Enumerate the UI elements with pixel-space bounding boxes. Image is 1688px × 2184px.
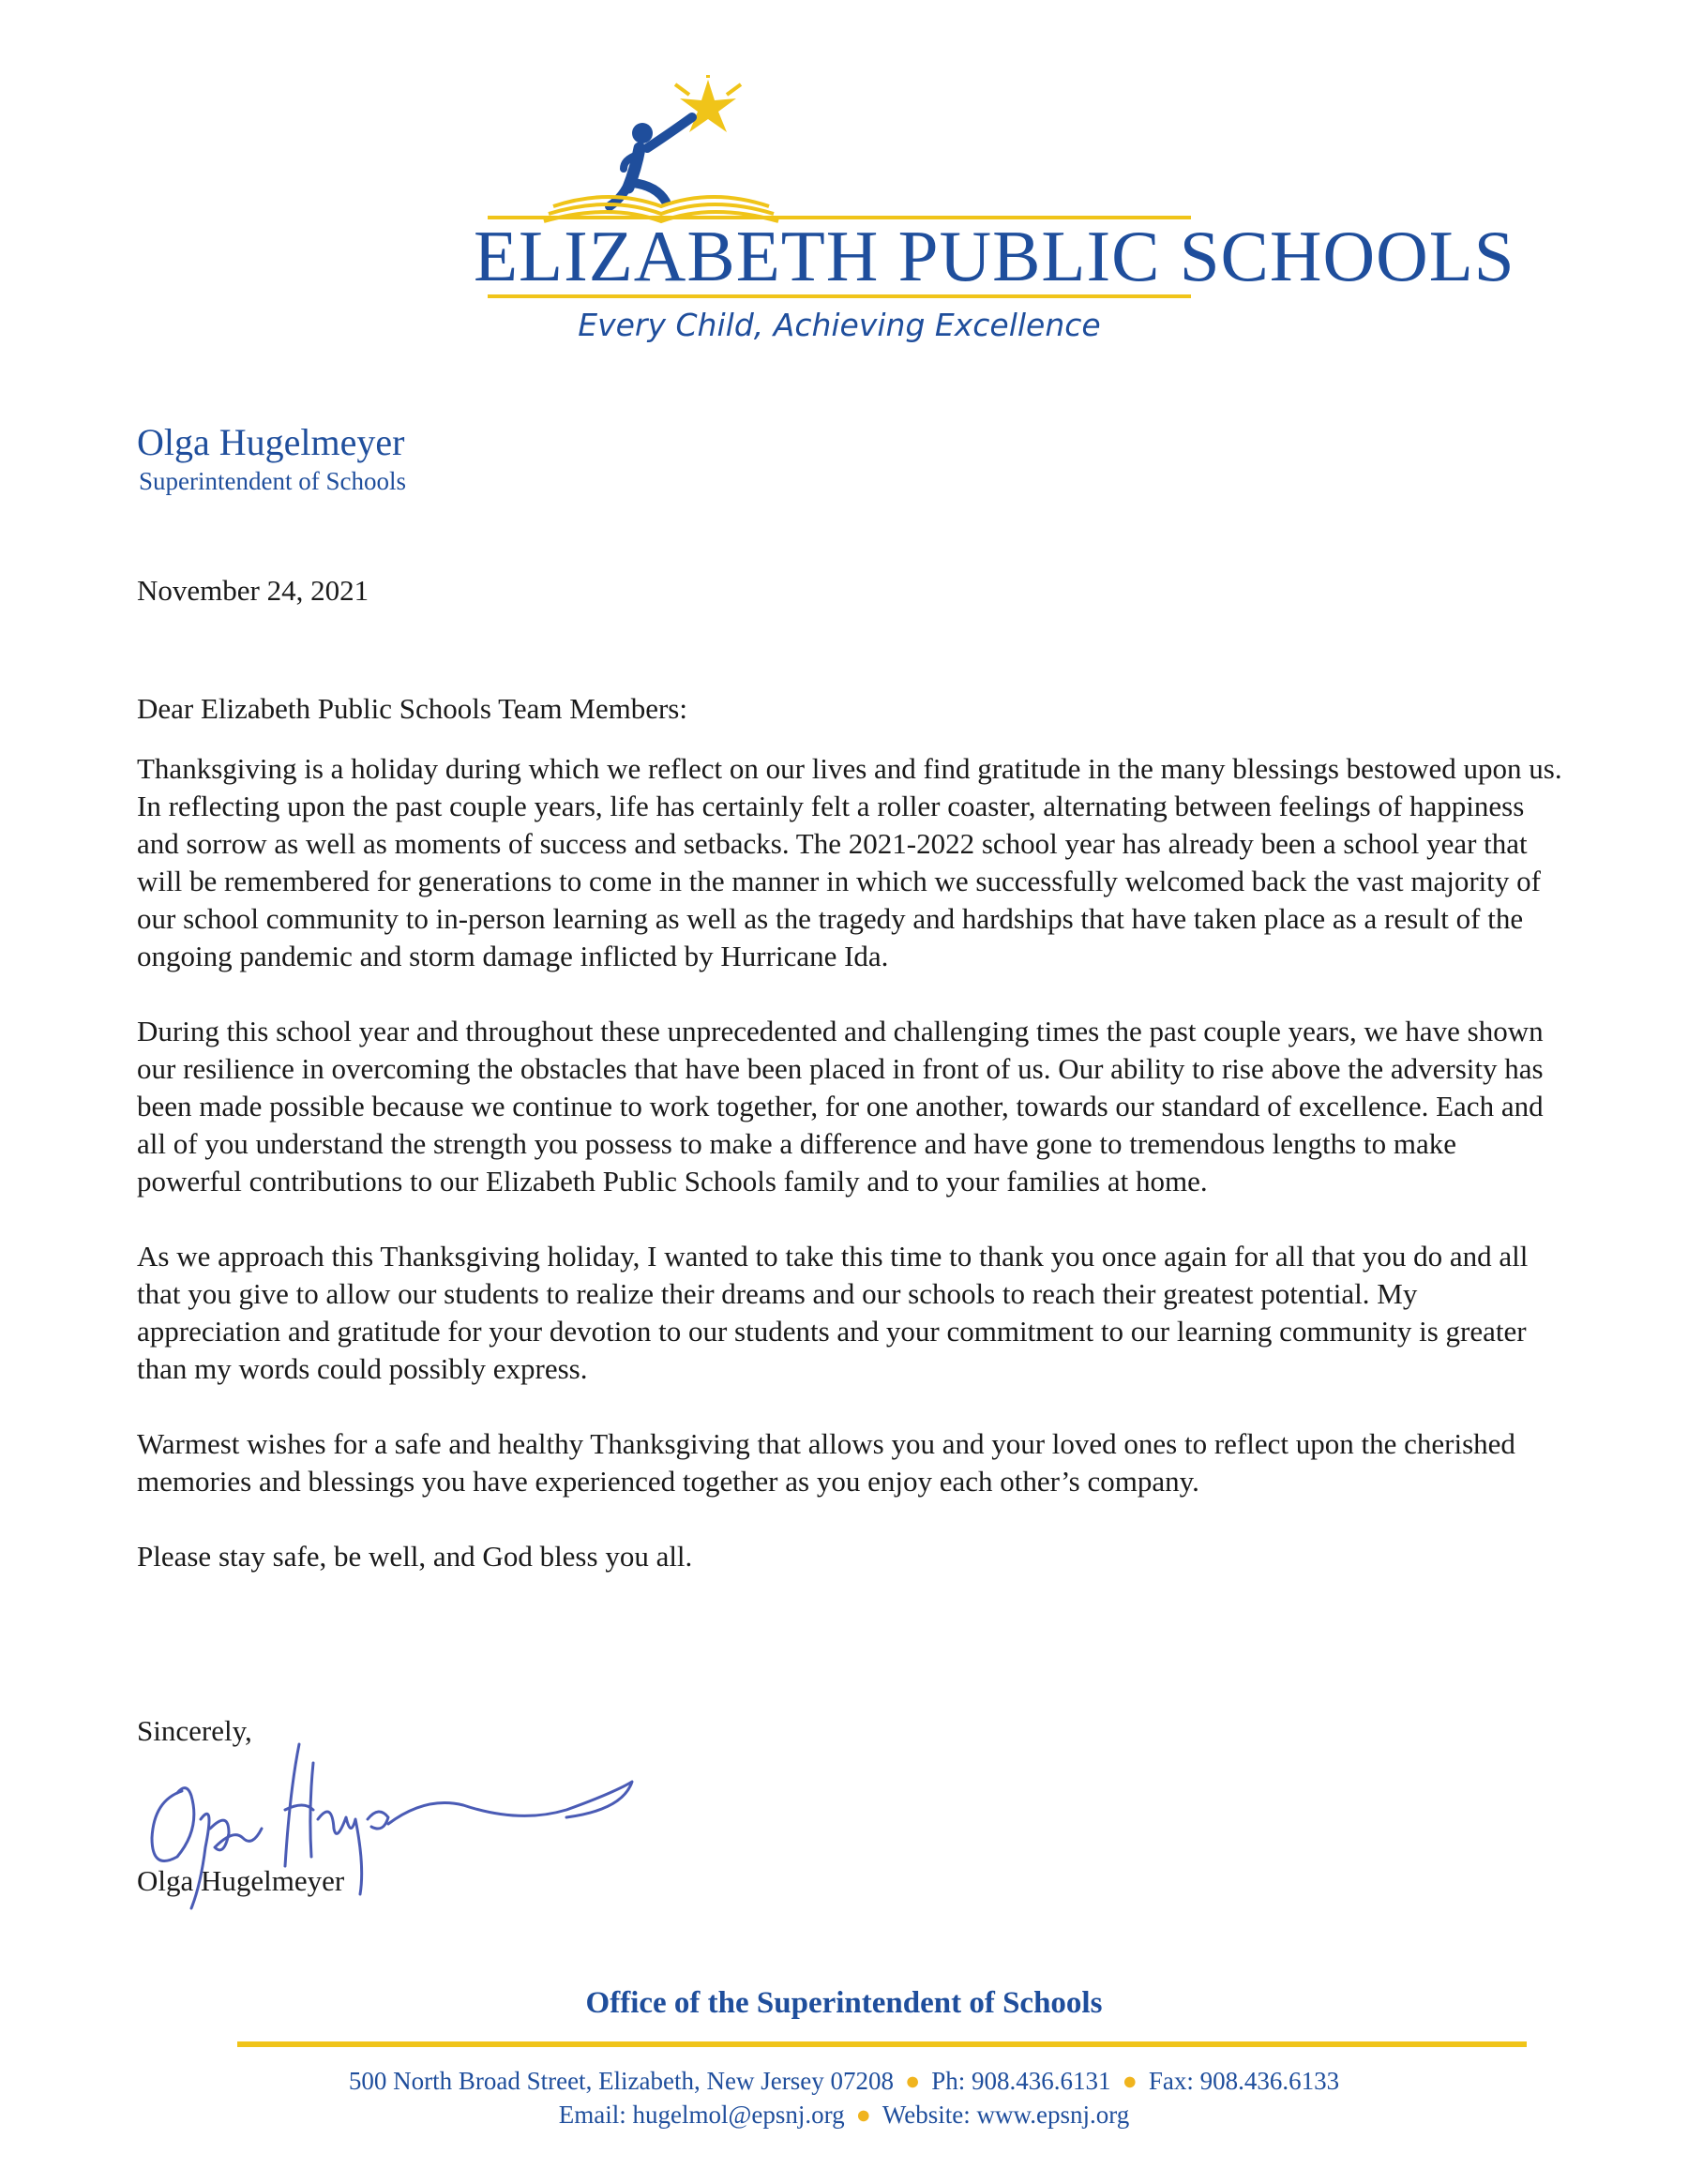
- bullet-icon: ●: [1122, 2067, 1138, 2095]
- letterhead: [0, 0, 1688, 375]
- child-figure-icon: [610, 117, 692, 206]
- footer-email[interactable]: Email: hugelmol@epsnj.org: [558, 2101, 845, 2129]
- footer-address: 500 North Broad Street, Elizabeth, New Jersey 07208: [348, 2067, 894, 2095]
- signer-name: Olga Hugelmeyer: [137, 1864, 345, 1897]
- footer-heading: Office of the Superintendent of Schools: [585, 1986, 1103, 2020]
- paragraph: During this school year and throughout these unprecedented and challenging times the past couple years, we have shown our resilience in overcoming the obstacles that have been placed in front of us. Our ability to rise above the adversity has been made possible because we continue to work together, for one another, towards our standard of excellence. Each and all of you understand the strength you possess to make a difference and have gone to tremendous lengths to make powerful contributions to our Elizabeth Public Schools family and to your families at home.: [137, 1015, 1544, 1197]
- sender-name: Olga Hugelmeyer: [137, 421, 405, 463]
- bullet-icon: ●: [855, 2101, 871, 2129]
- footer-divider: [237, 2041, 1527, 2047]
- footer-website[interactable]: Website: www.epsnj.org: [882, 2101, 1130, 2129]
- footer-fax: Fax: 908.436.6133: [1148, 2067, 1340, 2095]
- tagline: Every Child, Achieving Excellence: [578, 307, 1101, 343]
- closing: Sincerely,: [137, 1714, 252, 1747]
- bullet-icon: ●: [904, 2067, 921, 2095]
- sender-title: Superintendent of Schools: [139, 467, 406, 495]
- paragraph: Warmest wishes for a safe and healthy Thanksgiving that allows you and your loved ones to reflect upon the cherished memories and blessings you have experienced together as you enjoy each other’s company.: [137, 1427, 1515, 1498]
- footer-contact-line-1: [0, 2069, 1688, 2094]
- letter-body: [137, 690, 1562, 1613]
- greeting: Dear Elizabeth Public Schools Team Members:: [137, 692, 687, 725]
- signature-block: [137, 1716, 793, 1941]
- handwritten-signature-icon: [126, 1707, 660, 1922]
- footer-phone: Ph: 908.436.6131: [931, 2067, 1111, 2095]
- paragraph: As we approach this Thanksgiving holiday, I wanted to take this time to thank you once again for all that you do and all that you give to allow our students to realize their dreams and our schools to reach their greatest potential. My appreciation and gratitude for your devotion to our students and your commitment to our learning community is greater than my words could possibly express.: [137, 1240, 1529, 1385]
- paragraph: Thanksgiving is a holiday during which we reflect on our lives and find gratitude in the many blessings bestowed upon us. In reflecting upon the past couple years, life has certainly felt a roller coaster, alternating between feelings of happiness and sorrow as well as moments of success and setbacks. The 2021-2022 school year has already been a school year that will be remembered for generations to come in the manner in which we successfully welcomed back the vast majority of our school community to in-person learning as well as the tragedy and hardships that have taken place as a result of the ongoing pandemic and storm damage inflicted by Hurricane Ida.: [137, 752, 1562, 972]
- paragraph: Please stay safe, be well, and God bless you all.: [137, 1540, 693, 1573]
- organization-name: ELIZABETH PUBLIC SCHOOLS: [474, 216, 1515, 296]
- letter-date: November 24, 2021: [137, 574, 369, 607]
- footer: [0, 1988, 1688, 2184]
- footer-contact-line-2: [0, 2102, 1688, 2128]
